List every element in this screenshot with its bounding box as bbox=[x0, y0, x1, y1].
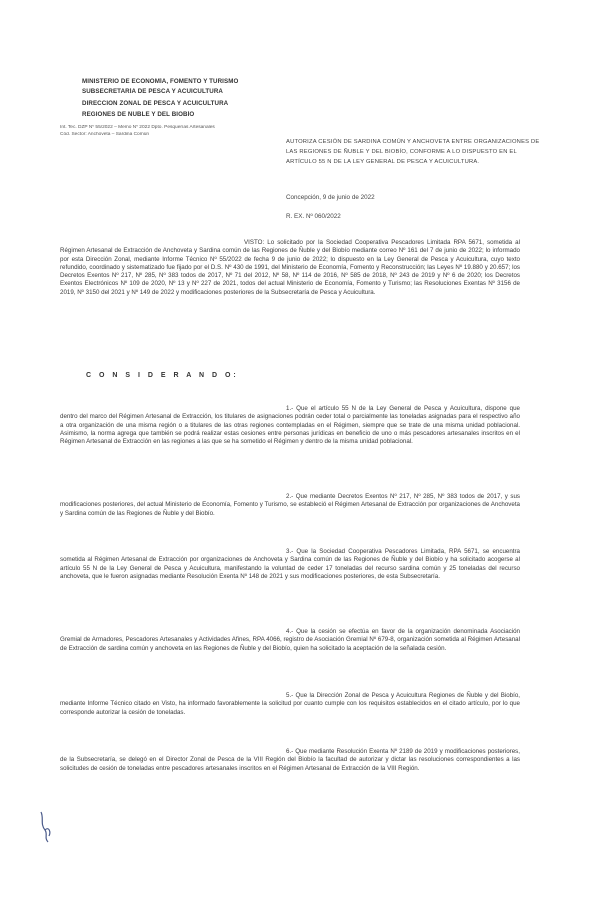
considerando-4: 4.- Que la cesión se efectúa en favor de la organización denominada Asociación Gremial de Armadores, Pescadores Artesanales y Actividades Afines, RPA 4066, registro de Asociación Gremial Nº 679-8, organización sometida al Régimen Artesanal de Extracción de sardina común y anchoveta en las Regiones de Ñuble y del Biobío, quien ha solicitado la aceptación de la señalada cesión. bbox=[60, 628, 520, 652]
letterhead-direccion: DIRECCIÓN ZONAL DE PESCA Y ACUICULTURA bbox=[82, 100, 229, 107]
letterhead-subsecretaria: SUBSECRETARÍA DE PESCA Y ACUICULTURA bbox=[82, 88, 223, 95]
visto-text: : Lo solicitado por la Sociedad Cooperativa Pescadores Limitada RPA 5671, sometida al Régimen Artesanal de Extracción de Anchoveta y Sardina común de las Regiones de Ñuble y del Biobío mediante correo Nº 161 del 7 de junio de 2022; lo informado por esta Dirección Zonal, mediante Informe Técnico Nº 55/2022 de fecha 9 de junio de 2022; lo dispuesto en la Ley General de Pesca y Acuicultura, cuyo texto refundido, coordinado y sistematizado fue fijado por el D.S. Nº 430 de 1991, del Ministerio de Economía, Fomento y Reconstrucción; las Leyes Nº 19.880 y 20.657; los Decretos Exentos Nº 217, Nº 285, Nº 383 todos de 2017, Nº 71 del 2012, Nº 58, Nº 114 de 2016, Nº 585 de 2018, Nº 243 de 2019 y Nº 6 de 2020; los Decretos Exentos Electrónicos Nº 109 de 2020, Nº 13 y Nº 227 de 2021, todos del actual Ministerio de Economía, Fomento y Turismo; las Resoluciones Exentas Nº 3156 de 2019, Nº 3150 del 2021 y Nº 149 de 2022 y modificaciones posteriores de la Subsecretaría de Pesca y Acuicultura. bbox=[60, 239, 520, 296]
reference-line-1: Int. Tec. DZP Nº 55/2022 – Memo Nº 2022 Dpto. Pesquerías Artesanales bbox=[60, 125, 215, 130]
considerando-5: 5.- Que la Dirección Zonal de Pesca y Acuicultura Regiones de Ñuble y del Biobío, mediante Informe Técnico citado en Visto, ha informado favorablemente la solicitud por cuanto cumple con los requisitos establecidos en el citado artículo, por lo que corresponde autorizar la cesión de toneladas. bbox=[60, 692, 520, 716]
place-date: Concepción, 9 de junio de 2022 bbox=[286, 194, 375, 201]
considerando-heading: C O N S I D E R A N D O: bbox=[86, 372, 239, 379]
resolution-number: R. EX. Nº 060/2022 bbox=[286, 213, 341, 220]
considerando-3: 3.- Que la Sociedad Cooperativa Pescadores Limitada, RPA 5671, se encuentra sometida al Régimen Artesanal de Extracción por organizaciones de Anchoveta y Sardina común de las Regiones de Ñuble y del Biobío y ha solicitado acogerse al artículo 55 N de la Ley General de Pesca y Acuicultura, manifestando la voluntad de ceder 17 toneladas del recurso sardina común y 25 toneladas del recurso anchoveta, que le fueron asignadas mediante Resolución Exenta Nº 148 de 2021 y sus modificaciones posteriores, de esta Subsecretaría. bbox=[60, 548, 520, 580]
considerando-2: 2.- Que mediante Decretos Exentos Nº 217, Nº 285, Nº 383 todos de 2017, y sus modificaciones posteriores, del actual Ministerio de Economía, Fomento y Turismo, se estableció el Régimen Artesanal de Extracción por organizaciones de Anchoveta y Sardina común de las Regiones de Ñuble y del Biobío. bbox=[60, 493, 520, 517]
visto-label: VISTO bbox=[244, 239, 263, 246]
letterhead-regiones: REGIONES DE ÑUBLE Y DEL BIOBÍO bbox=[82, 111, 195, 118]
considerando-6: 6.- Que mediante Resolución Exenta Nº 2189 de 2019 y modificaciones posteriores, de la Subsecretaría, se delegó en el Director Zonal de Pesca de la VIII Región del Biobío la facultad de autorizar y dictar las resoluciones correspondientes a las solicitudes de cesión de toneladas entre pescadores artesanales inscritos en el Régimen Artesanal de Extracción de la VIII Región. bbox=[60, 748, 520, 772]
resolution-subject: AUTORIZA CESIÓN DE SARDINA COMÚN Y ANCHOVETA ENTRE ORGANIZACIONES DE LAS REGIONES DE ÑUBLE Y DEL BIOBÍO, CONFORME A LO DISPUESTO EN EL ARTÍCULO 55 N DE LA LEY GENERAL DE PESCA Y ACUICULTURA. bbox=[286, 139, 540, 165]
letterhead-ministry: MINISTERIO DE ECONOMÍA, FOMENTO Y TURISMO bbox=[82, 78, 239, 85]
considerando-1: 1.- Que el artículo 55 N de la Ley General de Pesca y Acuicultura, dispone que dentro del marco del Régimen Artesanal de Extracción, los titulares de asignaciones podrán ceder total o parcialmente las toneladas asignadas para el respectivo año a otra organización de una misma región o a titulares de las otras regiones contempladas en el Régimen, siempre que se trate de una misma unidad poblacional. Asimismo, la norma agrega que también se podrá realizar estas cesiones entre personas jurídicas en beneficio de uno o más pescadores artesanales inscritos en el Régimen Artesanal de Extracción en las regiones a las que se ha sometido el Régimen y dentro de la misma unidad poblacional. bbox=[60, 405, 520, 446]
visto-paragraph bbox=[60, 239, 520, 297]
initials-mark-icon bbox=[38, 810, 54, 844]
reference-line-2: Cód. Sector: Anchoveta – Sardina Común bbox=[60, 132, 150, 137]
